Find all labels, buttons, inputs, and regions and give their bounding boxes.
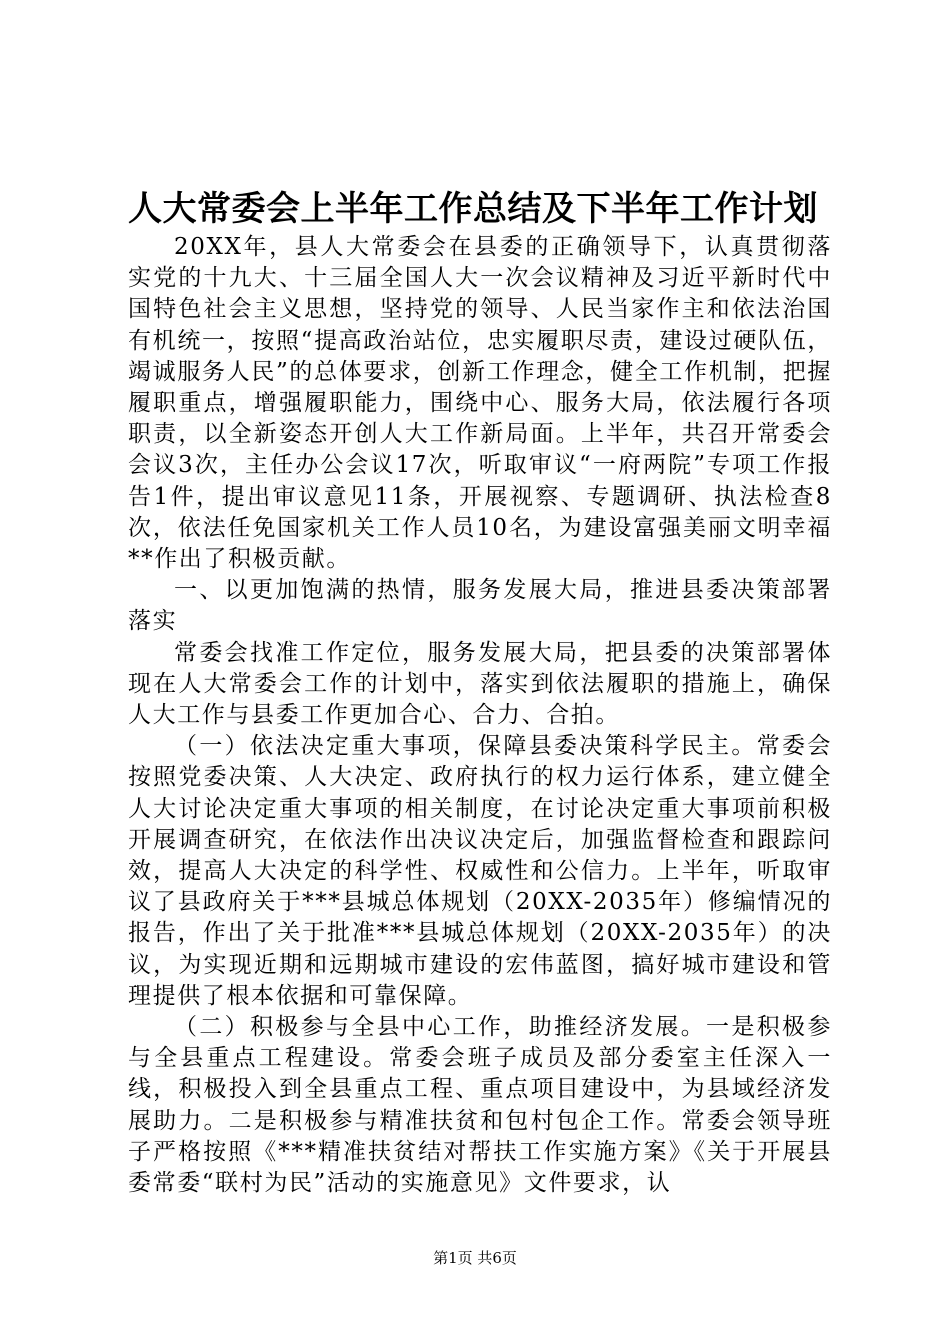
- page-number-footer: 第1页 共6页: [433, 1249, 517, 1267]
- paragraph-subsection-1: （一）依法决定重大事项，保障县委决策科学民主。常委会按照党委决策、人大决定、政府执行的权力运行体系，建立健全人大讨论决定重大事项的相关制度，在讨论决定重大事项前积极开展调查研究，在依法作出决议决定后，加强监督检查和跟踪问效，提高人大决定的科学性、权威性和公信力。上半年，听取审议了县政府关于***县城总体规划（20XX-2035年）修编情况的报告，作出了关于批准***县城总体规划（20XX-2035年）的决议，为实现近期和远期城市建设的宏伟蓝图，搞好城市建设和管理提供了根本依据和可靠保障。: [128, 733, 832, 1009]
- paragraph-subsection-2: （二）积极参与全县中心工作，助推经济发展。一是积极参与全县重点工程建设。常委会班子成员及部分委室主任深入一线，积极投入到全县重点工程、重点项目建设中，为县域经济发展助力。二是积极参与精准扶贫和包村包企工作。常委会领导班子严格按照《***精准扶贫结对帮扶工作实施方案》《关于开展县委常委“联村为民”活动的实施意见》文件要求，认: [128, 1014, 832, 1197]
- section-heading-1: 一、以更加饱满的热情，服务发展大局，推进县委决策部署落实: [128, 577, 832, 635]
- document-title: 人大常委会上半年工作总结及下半年工作计划: [128, 189, 818, 229]
- document-body: [128, 232, 832, 1199]
- paragraph-intro: 20XX年，县人大常委会在县委的正确领导下，认真贯彻落实党的十九大、十三届全国人大一次会议精神及习近平新时代中国特色社会主义思想，坚持党的领导、人民当家作主和依法治国有机统一，按照“提高政治站位，忠实履职尽责，建设过硬队伍，竭诚服务人民”的总体要求，创新工作理念，健全工作机制，把握履职重点，增强履职能力，围绕中心、服务大局，依法履行各项职责，以全新姿态开创人大工作新局面。上半年，共召开常委会会议3次，主任办公会议17次，听取审议“一府两院”专项工作报告1件，提出审议意见11条，开展视察、专题调研、执法检查8次，依法任免国家机关工作人员10名，为建设富强美丽文明幸福**作出了积极贡献。: [128, 234, 832, 573]
- paragraph-section-1: 常委会找准工作定位，服务发展大局，把县委的决策部署体现在人大常委会工作的计划中，落实到依法履职的措施上，确保人大工作与县委工作更加合心、合力、合拍。: [128, 639, 832, 729]
